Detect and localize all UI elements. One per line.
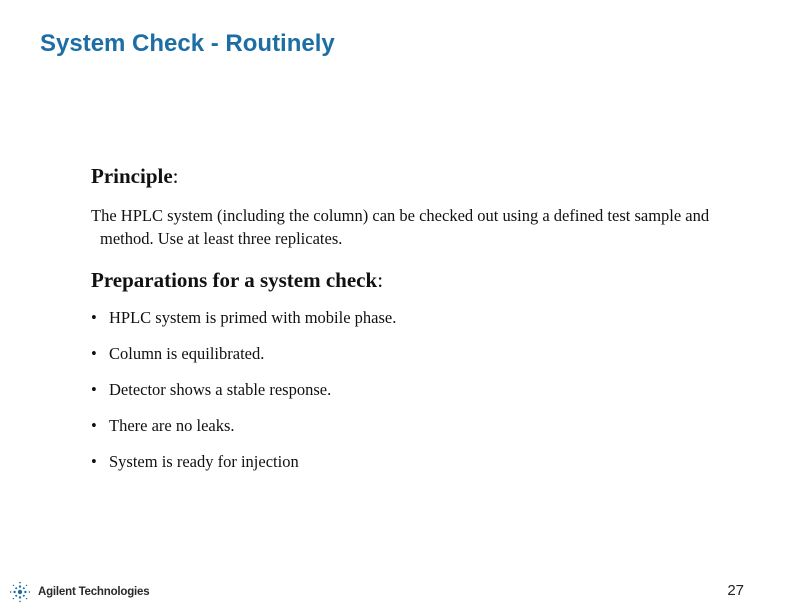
principle-heading <box>91 162 731 190</box>
agilent-spark-icon <box>8 578 32 606</box>
preparations-heading-colon: : <box>377 268 384 292</box>
agilent-logo <box>8 578 149 606</box>
list-item <box>91 416 731 436</box>
slide-content <box>91 162 731 488</box>
bullet-icon: • <box>91 308 97 327</box>
list-item <box>91 452 731 472</box>
principle-text: The HPLC system (including the column) can be checked out using a defined test sample and method. Use at least three replicates. <box>91 206 710 248</box>
bullet-icon: • <box>91 344 97 363</box>
list-item-text: HPLC system is primed with mobile phase. <box>109 308 397 327</box>
principle-heading-colon: : <box>172 164 179 188</box>
slide-title: System Check - Routinely <box>40 30 335 57</box>
preparations-heading <box>91 266 731 294</box>
preparations-heading-text: Preparations for a system check <box>91 268 378 292</box>
list-item-text: Detector shows a stable response. <box>109 380 332 399</box>
bullet-icon: • <box>91 380 97 399</box>
logo-text: Agilent Technologies <box>38 586 150 598</box>
preparations-list <box>91 308 731 472</box>
list-item <box>91 308 731 328</box>
bullet-icon: • <box>91 452 97 471</box>
principle-heading-text: Principle <box>91 164 173 188</box>
list-item-text: System is ready for injection <box>109 452 299 471</box>
list-item-text: There are no leaks. <box>109 416 235 435</box>
list-item <box>91 380 731 400</box>
list-item <box>91 344 731 364</box>
page-number: 27 <box>727 582 744 599</box>
list-item-text: Column is equilibrated. <box>109 344 265 363</box>
bullet-icon: • <box>91 416 97 435</box>
